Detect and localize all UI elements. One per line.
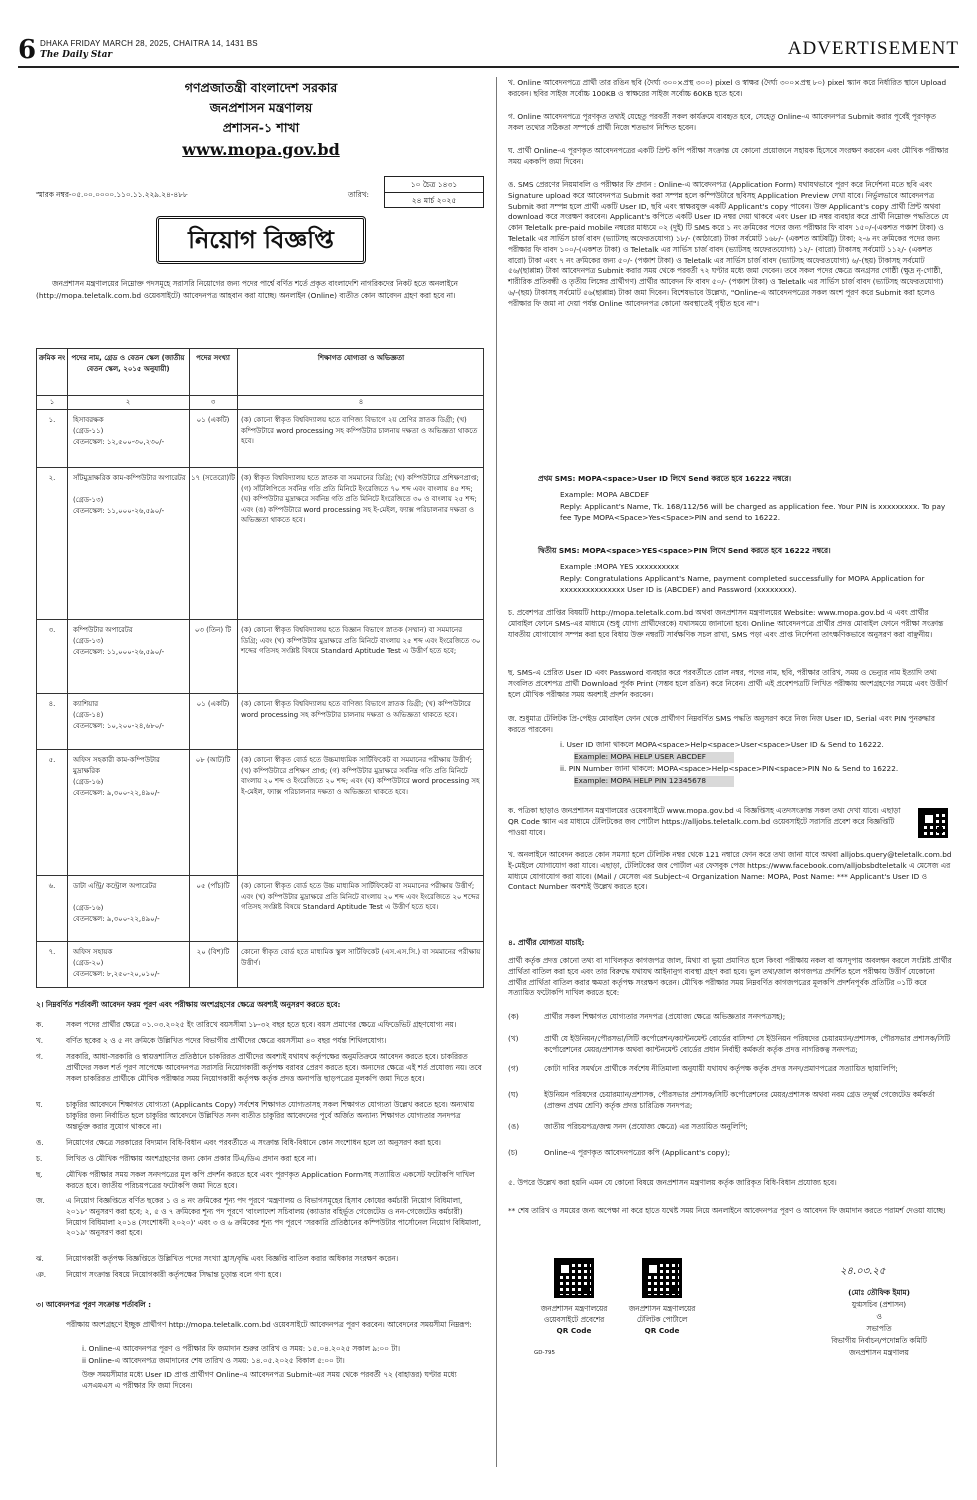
section4-heading: ৪. প্রার্থীর যোগ্যতা যাচাই: <box>508 938 585 947</box>
qr1-caption-3: QR Code <box>556 1326 592 1335</box>
s3-ii: ii Online-এ আবেদনপত্র জমাদানের শেষ তারিখ ও সময়: ১৪.০৫.২০২৫ বিকাল ৫:০০ টা। <box>82 1356 345 1365</box>
s2-ng-text: নিয়োগের ক্ষেত্রে সরকারের বিদ্যমান বিধি-বিধান এবং পরবর্তীতে এ সংক্রান্ত বিধি-বিধানে কোন সংশোধন হলে তা অনুসরণ করা হবে। <box>66 1138 441 1147</box>
section3-heading: ৩। আবেদনপত্র পূরণ সংক্রান্ত শর্তাবলি : <box>36 1300 152 1309</box>
row2-grade: (গ্রেড-১৩) <box>73 496 104 504</box>
sms2-example: Example :MOPA YES xxxxxxxxxx <box>560 562 679 571</box>
row3-grade: (গ্রেড-১৩) <box>73 637 104 645</box>
s2-ng-label: ঙ. <box>36 1138 44 1147</box>
newspaper-name: The Daily Star <box>40 50 113 60</box>
row7-count: ২০ (বিশ)টি <box>196 948 230 956</box>
row6-scale: বেতনস্কেল: ৯,৩০০-২২,৪৯০/- <box>73 915 160 923</box>
row3-count: ০৩ (তিন) টি <box>194 626 232 634</box>
signatory-and: ও <box>876 1312 882 1321</box>
col-num-4: ৪ <box>358 398 364 406</box>
row2-qualification: (ক) স্বীকৃত বিশ্ববিদ্যালয় হতে স্নাতক বা সমমানের ডিগ্রি; (খ) কম্পিউটারে প্রশিক্ষণপ্রাপ্ত; (গ) সাঁটলিপিতে সর্বনিম্ন গতি প্রতি মিনিটে ইংরেজিতে ৭০ শব্দ এবং বাংলায় ৪৫ শব্দ; (ঘ) কম্পিউটার মুদ্রাক্ষরে সর্বনিম্ন গতি প্রতি মিনিটে ইংরেজিতে ৩০ ও বাংলায় ২৫ শব্দ; এবং (ঙ) কম্পিউটারে word processing সহ ই-মেইল, ফ্যাক্স পরিচালনার দক্ষতা ও অভিজ্ঞতা থাকতে হবে। <box>241 474 479 525</box>
row2-post: সাঁটমুদ্রাক্ষরিক কাম-কম্পিউটার অপারেটর <box>73 474 186 482</box>
row4-serial: ৪. <box>48 700 56 708</box>
s2-chh-label: ছ. <box>36 1170 43 1179</box>
signatory-name: (মোঃ তৌফিক ইমাম) <box>848 1288 910 1297</box>
s2-gh-label: ঘ. <box>36 1100 43 1109</box>
s4-gha-text: ইউনিয়ন পরিষদের চেয়ারম্যান/প্রশাসক, পৌরসভার প্রশাসক/সিটি কর্পোরেশনের মেয়র/প্রশাসক অথবা নবম গ্রেড তদূর্ধ্ব গেজেটেড কর্মকর্তা (প্রাক্তন প্রথম শ্রেণি) কর্তৃক প্রদত্ত চারিত্রিক সনদপত্র; <box>544 1090 935 1110</box>
s3-i: i. Online-এ আবেদনপত্র পূরণ ও পরীক্ষার ফি জমাদান শুরুর তারিখ ও সময়: ১৫.০৪.২০২৫ সকাল ৯:০০ টা। <box>82 1344 400 1353</box>
s2-gh-text: চাকুরির আবেদনে শিক্ষাগত যোগ্যতা (Applicants Copy) সর্বশেষ শিক্ষাগত যোগ্যতাসহ সকল শিক্ষাগত যোগ্যতা উল্লেখ করতে হবে। অন্যথায় চাকুরির জন্য নির্বাচিত হলে চাকুরির আবেদনে উল্লিখিত সনদ ব্যতীত চাকুরির আবেদনের পূর্বে অর্জিত অন্যান্য শিক্ষাগত যোগ্যতার সনদপত্র অন্তর্ভুক্ত করার সুযোগ থাকবে না। <box>66 1100 475 1131</box>
signatory-role-1: সভাপতি <box>866 1324 892 1333</box>
s4-kha-text: প্রার্থী যে ইউনিয়ন/পৌরসভা/সিটি কর্পোরেশন/ক্যান্টনমেন্ট বোর্ডের বাসিন্দা সে ইউনিয়ন পরিষদের চেয়ারম্যান/প্রশাসক, পৌরসভার প্রশাসক/সিটি কর্পোরেশনের মেয়র/প্রশাসক অথবা ক্যান্টনমেন্ট বোর্ডের প্রধান নির্বাহী কর্মকর্তা কর্তৃক প্রদত্ত নাগরিকত্ব সনদপত্র; <box>544 1034 951 1054</box>
row4-post: ক্যাশিয়ার <box>73 700 99 708</box>
sms1-example: Example: MOPA ABCDEF <box>560 490 650 499</box>
s4-gha-label: (ঘ) <box>508 1090 519 1099</box>
teletalk-portal-qr-code[interactable] <box>642 1258 682 1298</box>
row5-count: ০৮ (আট)টি <box>195 756 231 764</box>
s4-nga-text: জাতীয় পরিচয়পত্র/জন্ম সনদ (প্রযোজ্য ক্ষেত্রে) এর সত্যায়িত অনুলিপি; <box>544 1122 748 1131</box>
gd-code: GD-795 <box>534 1350 555 1356</box>
row4-count: ০১ (একটি) <box>196 700 230 708</box>
row3-qualification: (ক) কোনো স্বীকৃত বিশ্ববিদ্যালয় হতে বিজ্ঞান বিভাগে স্নাতক (সম্মান) বা সমমানের ডিগ্রি; এবং (খ) কম্পিউটার মুদ্রাক্ষরে প্রতি মিনিটে বাংলায় ২৫ শব্দ এবং ইংরেজিতে ৩০ শব্দের গতিসহ সংশ্লিষ্ট বিষয়ে Standard Aptitude Test এ উত্তীর্ণ হতে হবে; <box>241 626 481 656</box>
s2-kh-text: বর্ণিত ছকের ২ ও ৫ নং ক্রমিকে উল্লিখিত পদের বিভাগীয় প্রার্থীদের ক্ষেত্রে বয়সসীমা ৪০ বছর পর্যন্ত শিথিলযোগ্য। <box>66 1036 387 1045</box>
s4-cha-text: Online-এ পূরণকৃত আবেদনপত্রের কপি (Applicant's copy); <box>544 1148 731 1157</box>
s2-g-text: সরকারি, আধা-সরকারি ও স্বায়ত্তশাসিত প্রতিষ্ঠানে চাকরিরত প্রার্থীদের অবশ্যই যথাযথ কর্তৃপক্ষের অনুমতিক্রমে আবেদন করতে হবে। চাকরিরত প্রার্থীদের সকল শর্ত পূরণ সাপেক্ষে আবেদনপত্র সরাসরি নিয়োগকারী কর্তৃপক্ষ বরাবর প্রেরণ করতে হবে। অন্যদের ক্ষেত্রে এই শর্ত প্রযোজ্য নয়। তবে সকল চাকরিরত প্রার্থীকে মৌখিক পরীক্ষার সময় নিয়োগকারী কর্তৃপক্ষ কর্তৃক প্রদত্ত অনাপত্তি ছাড়পত্রের মূলকপি জমা দিতে হবে। <box>66 1052 482 1083</box>
r-ch: চ. প্রবেশপত্র প্রাপ্তির বিষয়টি http://mopa.teletalk.com.bd অথবা জনপ্রশাসন মন্ত্রণালয়ের Website: www.mopa.gov.bd এ এবং প্রার্থীর মোবাইল ফোনে SMS-এর মাধ্যমে (শুধু যোগ্য প্রার্থীদেরকে) যথাসময়ে জানানো হবে। Online আবেদনপত্রে প্রার্থীর প্রদত্ত মোবাইল ফোনে পরীক্ষা সংক্রান্ত যাবতীয় যোগাযোগ সম্পন্ন করা হবে বিধায় উক্ত নম্বরটি সার্বক্ষণিক সচল রাখা, SMS পড়া এবং প্রাপ্ত নির্দেশনা তাৎক্ষণিকভাবে অনুসরণ করা বাঞ্ছনীয়। <box>508 608 944 639</box>
r-j-ii: ii. PIN Number জানা থাকলে: MOPA<space>Help<space>PIN<space>PIN No & Send to 16222. <box>560 764 899 773</box>
r-ng: ঙ. SMS প্রেরণের নিয়মাবলি ও পরীক্ষার ফি প্রদান : Online-এ আবেদনপত্র (Application Form) যথাযথভাবে পূরণ করে নির্দেশনা মতে ছবি এবং Signature upload করে আবেদনপত্র Submit করা সম্পন্ন হলে কম্পিউটারে ছবিসহ Application Preview দেখা যাবে। নির্ভুলভাবে আবেদনপত্র Submit করা সম্পন্ন হলে প্রার্থী একটি User ID, ছবি এবং স্বাক্ষরযুক্ত একটি Applicant's copy পাবেন। উক্ত Applicant's copy প্রার্থী প্রিন্ট অথবা download করে সংরক্ষণ করবেন। Applicant's কপিতে একটি User ID নম্বর দেয়া থাকবে এবং User ID নম্বর ব্যবহার করে প্রার্থী নিম্নোক্ত পদ্ধতিতে যে কোন Teletalk pre-paid mobile নম্বরের মাধ্যমে ০২ (দুই) টি SMS করে ১ নং ক্রমিকের পদের জন্য পরীক্ষার ফি বাবদ ১৫০/-(একশত পঞ্চাশ টাকা) ও Teletalk এর সার্ভিস চার্জ বাবদ (ভ্যাটসহ অফেরতযোগ্য) ১৮/- (আঠারো) টাকা সর্বমোট ১৬৮/- (একশত আটষট্টি) টাকা; ২-৬ নং ক্রমিকের পদের জন্য পরীক্ষার ফি বাবদ ১০০/-(একশত টাকা) ও Teletalk এর সার্ভিস চার্জ বাবদ (ভ্যাটসহ অফেরতযোগ্য) ১২/- (বারো) টাকাসহ সর্বমোট ১১২/- (একশত বারো) টাকা এবং ৭ নং ক্রমিকের জন্য ৫০/- (পঞ্চাশ টাকা) ও Teletalk এর সার্ভিস চার্জ বাবদ (ভ্যাটসহ অফেরতযোগ্য) ৬/-(ছয়) টাকাসহ সর্বমোট ৫৬/(ছাপ্পান্ন) টাকা আবেদনপত্র Submit করার সময় থেকে পরবর্তী ৭২ ঘণ্টার মধ্যে জমা দেবেন। তবে সকল পদের ক্ষেত্রে অনগ্রসর গোষ্ঠী (ক্ষুদ্র নৃ-গোষ্ঠী, শারীরিক প্রতিবন্ধী ও তৃতীয় লিঙ্গের প্রার্থীগণ) প্রার্থীর আবেদন ফি বাবদ ৫০/- (পঞ্চাশ টাকা) ও Teletalk এর সার্ভিস চার্জ বাবদ (ভ্যাটসহ অফেরতযোগ্য) ৬/-(ছয়) টাকাসহ সর্বমোট ৫৬(ছাপ্পান্ন) টাকা জমা দিবেন। বিশেষভাবে উল্লেখ্য, "Online-এ আবেদনপত্রের সকল অংশ পূরণ করে Submit করা হলেও পরীক্ষার ফি জমা না দেয়া পর্যন্ত Online আবেদনপত্র কোনো অবস্থাতেই গৃহীত হবে না"। <box>508 180 949 308</box>
th-count: পদের সংখ্যা <box>196 354 230 362</box>
section-title: ADVERTISEMENT <box>787 38 959 59</box>
sms2-reply: Reply: Congratulations Applicant's Name, payment completed successfully for MOPA Application for xxxxxxxxxxxxxxx User ID is (ABCDEF) and Password (xxxxxxxx). <box>560 574 925 594</box>
s4-ga-label: (গ) <box>508 1064 519 1073</box>
s2-ch-label: চ. <box>36 1154 43 1163</box>
s2-g-label: গ. <box>36 1052 44 1061</box>
date-gregorian: ২৪ মার্চ ২০২৫ <box>411 196 457 205</box>
row1-scale: বেতনস্কেল: ১২,৫০০-৩০,২৩০/- <box>73 438 165 446</box>
row7-grade: (গ্রেড-২০) <box>73 959 104 967</box>
th-post: পদের নাম, গ্রেড ও বেতন স্কেল (জাতীয় বেতন স্কেল, ২০১৫ অনুযায়ী) <box>71 354 185 373</box>
r-chh: ছ. SMS-এ প্রেরিত User ID এবং Password ব্যবহার করে পরবর্তীতে রোল নম্বর, পদের নাম, ছবি, পরীক্ষার তারিখ, সময় ও ভেন্যুর নাম ইত্যাদি তথ্য সংবলিত প্রবেশপত্র প্রার্থী Download পূর্বক Print (সম্ভব হলে রঙিন) করে নিবেন। প্রার্থী এই প্রবেশপত্রটি লিখিত পরীক্ষায় অংশগ্রহণের সময়ে এবং উত্তীর্ণ হলে মৌখিক পরীক্ষার সময় অবশ্যই প্রদর্শন করবেন। <box>508 668 948 699</box>
sms2-heading: দ্বিতীয় SMS: MOPA<space>YES<space>PIN লিখে Send করতে হবে 16222 নম্বরে। <box>538 546 831 555</box>
r-j-ii-example: Example: MOPA HELP PIN 12345678 <box>574 776 734 787</box>
r-gh: ঘ. প্রার্থী Online-এ পূরণকৃত আবেদনপত্রের একটি প্রিন্ট কপি পরীক্ষা সংক্রান্ত যে কোনো প্রয়োজনে সহায়ক হিসেবে সংরক্ষণ করবেন এবং মৌখিক পরীক্ষার সময় এককপি জমা দিবেন। <box>508 146 949 166</box>
r-kh: খ. Online আবেদনপত্রে প্রার্থী তার রঙিন ছবি (দৈর্ঘ্য ৩০০×প্রস্থ ৩০০) pixel ও স্বাক্ষর (দৈর্ঘ্য ৩০০×প্রস্থ ৮০) pixel স্ক্যান করে নির্ধারিত স্থানে Upload করবেন। ছবির সাইজ সর্বোচ্চ 100KB ও স্বাক্ষরের সাইজ সর্বোচ্চ 60KB হতে হবে। <box>508 78 947 98</box>
s2-ny-text: নিয়োগ সংক্রান্ত বিষয়ে নিয়োগকারী কর্তৃপক্ষের সিদ্ধান্ত চূড়ান্ত বলে গণ্য হবে। <box>66 1270 282 1279</box>
r-j: জ. শুধুমাত্র টেলিটক প্রি-পেইড মোবাইল ফোন থেকে প্রার্থীগণ নিম্নবর্ণিত SMS পদ্ধতি অনুসরণ করে নিজ নিজ User ID, Serial এবং PIN পুনরুদ্ধার করতে পারবেন। <box>508 714 935 734</box>
row2-scale: বেতনস্কেল: ১১,০০০-২৬,৫৯০/- <box>73 507 165 515</box>
row2-serial: ২. <box>48 474 56 482</box>
row7-post: অফিস সহায়ক <box>73 948 113 956</box>
s2-j-label: জ. <box>36 1196 45 1205</box>
notice-title: নিয়োগ বিজ্ঞপ্তি <box>156 216 366 264</box>
row5-serial: ৫. <box>48 756 56 764</box>
r-j-i-example: Example: MOPA HELP USER ABCDEF <box>574 752 734 763</box>
sms1-reply: Reply: Applicant's Name, Tk. 168/112/56 will be charged as application fee. Your PIN is xxxxxxxxx. To pay fee Type MOPA<Space>Yes<Space>PIN and send to 16222. <box>560 502 946 522</box>
section2-heading: ২। নিম্নবর্ণিত শর্তাবলী আবেদন ফরম পূরণ এবং পরীক্ষায় অংশগ্রহণের ক্ষেত্রে অবশ্যই অনুসরণ করতে হবে: <box>36 1000 341 1009</box>
qr2-caption-3: QR Code <box>644 1326 680 1335</box>
row7-scale: বেতনস্কেল: ৮,২৫০-২০,০১০/- <box>73 970 160 978</box>
s2-j-text: এ নিয়োগ বিজ্ঞপ্তিতে বর্ণিত ছকের ১ ও ৪ নং ক্রমিকের শূন্য পদ পূরণে 'মন্ত্রণালয় ও বিভাগসমূহের হিসাব কোষের কর্মচারী নিয়োগ বিধিমালা, ২০১৮' অনুসরণ করা হবে; ২, ৫ ও ৭ ক্রমিকের শূন্য পদ পূরণে 'বাংলাদেশ সচিবালয় (ক্যাডার বহির্ভূত গেজেটেড ও নন-গেজেটেড কর্মচারী) নিয়োগ বিধিমালা ২০১৪ (সংশোধনী ২০২০)' এবং ৩ ও ৬ ক্রমিকের শূন্য পদ পূরণে 'সরকারি প্রতিষ্ঠানের কম্পিউটার পার্সোনেল নিয়োগ বিধিমালা, ২০১৯' অনুসরণ করা হবে। <box>66 1196 482 1238</box>
signatory-role-3: জনপ্রশাসন মন্ত্রণালয় <box>849 1348 909 1357</box>
s4-ga-text: কোটা দাবির সমর্থনে প্রার্থীকে সর্বশেষ নীতিমালা অনুযায়ী যথাযথ কর্তৃপক্ষ কর্তৃক প্রদত্ত সনদ/প্রমাণপত্রের সত্যায়িত ছায়ালিপি; <box>544 1064 898 1073</box>
s2-chh-text: মৌখিক পরীক্ষার সময় সকল সনদপত্রের মূল কপি প্রদর্শন করতে হবে এবং পূরণকৃত Application Formসহ সত্যায়িত একসেট ফটোকপি দাখিল করতে হবে। জাতীয় পরিচয়পত্রের ফটোকপি জমা দিতে হবে। <box>66 1170 475 1190</box>
row5-scale: বেতনস্কেল: ৯,৩০০-২২,৪৯০/- <box>73 789 160 797</box>
row6-count: ০৫ (পাঁচ)টি <box>196 882 230 890</box>
row6-grade: (গ্রেড-১৬) <box>73 904 104 912</box>
s2-kh-label: খ. <box>36 1036 44 1045</box>
r-kha-contact: খ. অনলাইনে আবেদন করতে কোন সমস্যা হলে টেলিটক নম্বর থেকে 121 নম্বারে ফোন করে তথ্য জানা যাবে অথবা alljobs.query@teletalk.com.bd ই-মেইলে যোগাযোগ করা যাবে। এছাড়া, টেলিটকের জব পোর্টাল এর ফেসবুক পেজ https://www.facebook.com/alljobsbdteletalk এ মেসেজ এর মাধ্যমে যোগাযোগ করা যাবে। (Mail / মেসেজ এর Subject-এ Organization Name: MOPA, Post Name: *** Applicant's User ID ও Contact Number অবশ্যই উল্লেখ করতে হবে। <box>508 850 952 892</box>
qr1-caption-1: জনপ্রশাসন মন্ত্রণালয়ের <box>540 1304 608 1313</box>
qr1-caption-2: ওয়েবসাইটে প্রবেশের <box>543 1315 605 1324</box>
alljobs-qr-code[interactable] <box>918 808 948 838</box>
th-serial: ক্রমিক নং <box>38 354 66 362</box>
row4-scale: বেতনস্কেল: ১০,২০০-২৪,৬৮০/- <box>73 722 165 730</box>
r-g: গ. Online আবেদনপত্রে পূরণকৃত তথ্যই যেহেতু পরবর্তী সকল কার্যক্রমে ব্যবহৃত হবে, সেহেতু Online-এ আবেদনপত্র Submit করার পূর্বেই পূরণকৃত সকল তথ্যের সঠিকতা সম্পর্কে প্রার্থী নিজে শতভাগ নিশ্চিত হবেন। <box>508 112 936 132</box>
left-column <box>26 72 490 1470</box>
memo-date-label: তারিখ: <box>348 190 369 199</box>
row1-qualification: (ক) কোনো স্বীকৃত বিশ্ববিদ্যালয় হতে বাণিজ্য বিভাগে ২য় শ্রেণির স্নাতক ডিগ্রী; (খ) কম্পিউটারে word processing সহ কম্পিউটার চালনায় দক্ষতা ও অভিজ্ঞতা থাকতে হবে। <box>241 416 478 446</box>
row1-grade: (গ্রেড-১১) <box>73 427 104 435</box>
ministry-website[interactable]: www.mopa.gov.bd <box>182 140 340 159</box>
date-bengali: ১০ চৈত্র ১৪৩১ <box>410 180 458 189</box>
s3-tail: উক্ত সময়সীমার মধ্যে User ID প্রাপ্ত প্রার্থীগণ Online-এ আবেদনপত্র Submit-এর সময় থেকে পরবর্তী ৭২ (বাহাত্তর) ঘণ্টার মধ্যে এসএমএস এ পরীক্ষার ফি জমা দিবেন। <box>82 1370 457 1390</box>
row7-qualification: কোনো স্বীকৃত বোর্ড হতে মাধ্যমিক স্কুল সার্টিফিকেট (এস.এস.সি.) বা সমমানের পরীক্ষায় উত্তীর্ণ। <box>241 948 481 967</box>
signatory-title: যুগ্মসচিব (প্রশাসন) <box>851 1300 907 1309</box>
row6-post: ডাটা এন্ট্রি/ কন্ট্রোল অপারেটর <box>73 882 157 890</box>
posts-table <box>36 348 484 988</box>
sms1-heading: প্রথম SMS: MOPA<space>User ID লিখে Send করতে হবে 16222 নম্বরে। <box>538 474 791 483</box>
row6-serial: ৬. <box>48 882 56 890</box>
s4-ka-text: প্রার্থীর সকল শিক্ষাগত যোগ্যতার সনদপত্র (প্রযোজ্য ক্ষেত্রে অভিজ্ঞতার সনদপত্রসহ); <box>544 1012 786 1021</box>
row4-grade: (গ্রেড-১৪) <box>73 711 104 719</box>
row1-serial: ১. <box>48 416 56 424</box>
row4-qualification: (ক) কোনো স্বীকৃত বিশ্ববিদ্যালয় হতে বাণিজ্য বিভাগে স্নাতক ডিগ্রী; (খ) কম্পিউটারে word processing সহ কম্পিউটার চালনায় দক্ষতা ও অভিজ্ঞতা থাকতে হবে। <box>241 700 471 719</box>
r-ka-info: ক. পত্রিকা ছাড়াও জনপ্রশাসন মন্ত্রণালয়ের ওয়েবসাইটে www.mopa.gov.bd এ বিজ্ঞপ্তিসহ এতদসংক্রান্ত সকল তথ্য দেখা যাবে। এছাড়া QR Code স্ক্যান এর মাধ্যমে টেলিটকের জব পোর্টাল https://alljobs.teletalk.com.bd ওয়েবসাইটে সরাসরি প্রবেশ করে বিজ্ঞপ্তিটি পাওয়া যাবে। <box>508 806 901 837</box>
row5-post: অফিস সহকারী কাম-কম্পিউটার মুদ্রাক্ষরিক <box>73 756 160 775</box>
row3-scale: বেতনস্কেল: ১১,০০০-২৬,৫৯০/- <box>73 648 165 656</box>
s3-k-text: পরীক্ষায় অংশগ্রহণে ইচ্ছুক প্রার্থীগণ http://mopa.teletalk.com.bd ওয়েবসাইটে আবেদনপত্র পূরণ করবেন। আবেদনের সময়সীমা নিম্নরূপ: <box>66 1320 472 1329</box>
intro-paragraph: জনপ্রশাসন মন্ত্রণালয়ের নিম্নোক্ত পদসমূহে সরাসরি নিয়োগের জন্য পদের পার্শ্বে বর্ণিত শর্তে প্রকৃত বাংলাদেশি নাগরিকদের নিকট হতে অনলাইনে (http://mopa.teletalk.com.bd ওয়েবসাইটে) আবেদনপত্র আহবান করা যাচ্ছে। অনলাইন (Online) ব্যতীত কোন আবেদন গ্রহণ করা হবে না। <box>36 279 458 300</box>
mopa-website-qr-code[interactable] <box>554 1258 594 1298</box>
page-number: 6 <box>18 35 37 65</box>
ministry-name: জনপ্রশাসন মন্ত্রণালয় <box>209 100 313 115</box>
header-rule <box>18 66 959 68</box>
s4-nga-label: (ঙ) <box>508 1122 520 1131</box>
handwritten-signature: ২৪.০৩.২৫ <box>840 1266 886 1277</box>
right-column <box>504 72 954 1470</box>
qr2-caption-2: টেলিটক পোর্টালে <box>636 1315 688 1324</box>
qr2-caption-1: জনপ্রশাসন মন্ত্রণালয়ের <box>628 1304 696 1313</box>
branch-name: প্রশাসন-১ শাখা <box>222 120 300 135</box>
s2-jh-text: নিয়োগকারী কর্তৃপক্ষ বিজ্ঞপ্তিতে উল্লিখিত পদের সংখ্যা হ্রাস/বৃদ্ধি এবং বিজ্ঞপ্তি বাতিল করার অধিকার সংরক্ষণ করেন। <box>66 1254 399 1263</box>
signatory-role-2: বিভাগীয় নির্বাচন/পদোন্নতি কমিটি <box>831 1336 927 1345</box>
section5: ৫. উপরে উল্লেখ করা হয়নি এমন যে কোনো বিষয়ে জনপ্রশাসন মন্ত্রণালয় কর্তৃক জারিকৃত বিধি-বিধান প্রযোজ্য হবে। <box>508 1178 837 1187</box>
row3-serial: ৩. <box>48 626 56 634</box>
gov-name: গণপ্রজাতন্ত্রী বাংলাদেশ সরকার <box>184 80 338 95</box>
th-qualification: শিক্ষাগত যোগ্যতা ও অভিজ্ঞতা <box>317 354 405 362</box>
s2-jh-label: ঝ. <box>36 1254 44 1263</box>
deadline-note: ** শেষ তারিখ ও সময়ের জন্য অপেক্ষা না করে হাতে যথেষ্ট সময় নিয়ে অনলাইনে আবেদনপত্র পূরণ ও আবেদন ফি জমাদান করতে পরামর্শ দেওয়া যাচ্ছে। <box>508 1206 946 1215</box>
row1-count: ০১ (একটি) <box>196 416 230 424</box>
memo-date-box <box>384 176 484 208</box>
dateline: DHAKA FRIDAY MARCH 28, 2025, CHAITRA 14, 1431 BS <box>40 39 258 48</box>
s4-ka-label: (ক) <box>508 1012 519 1021</box>
row5-qualification: (ক) কোনো স্বীকৃত বোর্ড হতে উচ্চমাধ্যমিক সার্টিফিকেট বা সমমানের পরীক্ষায় উত্তীর্ণ; (খ) কম্পিউটারে প্রশিক্ষণ প্রাপ্ত; (গ) কম্পিউটার মুদ্রাক্ষরে সর্বনিম্ন গতি প্রতি মিনিটে বাংলায় ২০ শব্দ ও ইংরেজিতে ২০ শব্দ; এবং (ঘ) কম্পিউটারে word processing সহ ই-মেইল, ফ্যাক্স পরিচালনার দক্ষতা ও অভিজ্ঞতা থাকতে হবে। <box>241 756 480 796</box>
row2-count: ১৭ (সতেরো)টি <box>191 474 235 482</box>
memo-number: স্মারক নম্বর-০৫.০০.০০০০.১১০.১১.২২৯.২৪-৪৮৮ <box>36 190 188 199</box>
s2-k-text: সকল পদের প্রার্থীর ক্ষেত্রে ০১.০৩.২০২৫ ইং তারিখে বয়সসীমা ১৮-৩২ বছর হতে হবে। বয়স প্রমাণের ক্ষেত্রে এফিডেভিট গ্রহণযোগ্য নয়। <box>66 1020 457 1029</box>
row5-grade: (গ্রেড-১৬) <box>73 778 104 786</box>
col-num-1: ১ <box>49 398 55 406</box>
s4-kha-label: (খ) <box>508 1034 519 1043</box>
row1-post: হিসাবরক্ষক <box>73 416 104 424</box>
row7-serial: ৭. <box>48 948 56 956</box>
s4-cha-label: (চ) <box>508 1148 518 1157</box>
r-j-i: i. User ID জানা থাকলে MOPA<space>Help<space>User<space>User ID & Send to 16222. <box>560 740 884 749</box>
row3-post: কম্পিউটার অপারেটর <box>73 626 133 634</box>
s2-k-label: ক. <box>36 1020 44 1029</box>
column-divider <box>496 77 497 1467</box>
col-num-2: ২ <box>125 398 131 406</box>
row6-qualification: (ক) কোনো স্বীকৃত বোর্ড হতে উচ্চ মাধ্যমিক সার্টিফিকেট বা সমমানের পরীক্ষায় উত্তীর্ণ; এবং (খ) কম্পিউটার মুদ্রাক্ষরে প্রতি মিনিটে বাংলায় ২০ শব্দ এবং ইংরেজিতে ২০ শব্দের গতিসহ সংশ্লিষ্ট বিষয়ে Standard Aptitude Test এ উত্তীর্ণ হতে হবে। <box>241 882 480 912</box>
col-num-3: ৩ <box>210 398 216 406</box>
s2-ch-text: লিখিত ও মৌখিক পরীক্ষায় অংশগ্রহণের জন্য কোন প্রকার টিএ/ডিএ প্রদান করা হবে না। <box>66 1154 317 1163</box>
section4-intro: প্রার্থী কর্তৃক প্রদত্ত কোনো তথ্য বা দাখিলকৃত কাগজপত্র জাল, মিথ্যা বা ভুয়া প্রমাণিত হলে কিংবা পরীক্ষায় নকল বা অসদুপায় অবলম্বন করলে সংশ্লিষ্ট প্রার্থীর প্রার্থিতা বাতিল করা হবে এবং তার বিরুদ্ধে যথাযথ আইনানুগ ব্যবস্থা গ্রহণ করা হবে। ভুল তথ্য/জাল কাগজপত্র প্রদর্শিত হলে পরীক্ষায় উত্তীর্ণ যেকোনো প্রার্থীর প্রার্থিতা বাতিল করার ক্ষমতা কর্তৃপক্ষ সংরক্ষণ করেন। মৌখিক পরীক্ষার সময় নিম্নবর্ণিত কাগজপত্রের মূলকপি প্রদর্শনপূর্বক প্রতিটির ০১টি করে সত্যায়িত ফটোকপি দাখিল করতে হবে: <box>508 956 952 998</box>
recruitment-advertisement <box>26 72 954 1470</box>
newspaper-header <box>18 36 959 64</box>
s2-ny-label: ঞ. <box>36 1270 47 1279</box>
